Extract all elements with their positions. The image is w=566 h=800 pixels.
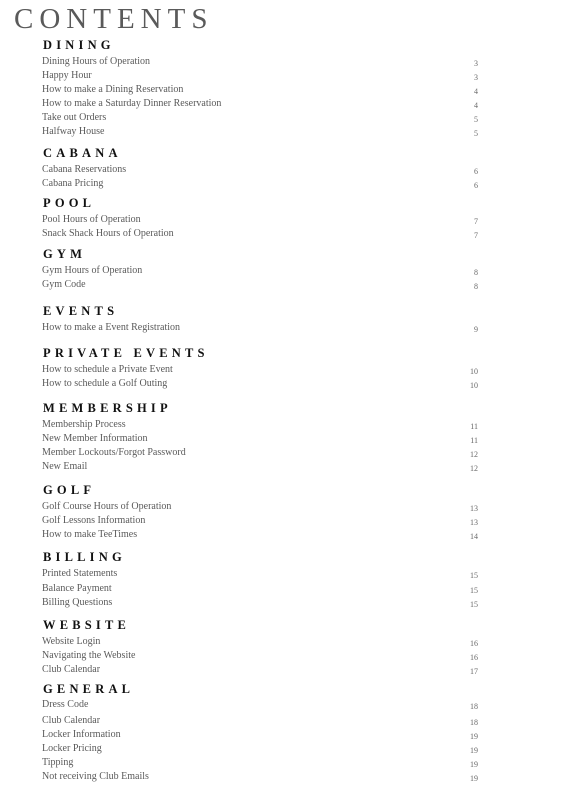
toc-entry-page-number: 8 — [474, 282, 478, 291]
section-heading: CABANA — [43, 146, 122, 160]
page-title: CONTENTS — [14, 3, 214, 35]
toc-entry-title: Dining Hours of Operation — [42, 56, 151, 67]
toc-entry[interactable] — [42, 432, 478, 446]
toc-entry-title: Printed Statements — [42, 568, 118, 579]
toc-entry[interactable] — [42, 278, 478, 292]
toc-entry[interactable] — [42, 528, 478, 542]
toc-entry-title: Website Login — [42, 636, 101, 647]
toc-entry[interactable] — [42, 55, 478, 69]
toc-entry-page-number: 14 — [470, 532, 478, 541]
toc-entry[interactable] — [42, 418, 478, 432]
section-heading: DINING — [43, 38, 115, 52]
toc-entry-page-number: 12 — [470, 450, 478, 459]
toc-entry-title: How to make a Dining Reservation — [42, 84, 184, 95]
toc-entry-page-number: 3 — [474, 73, 478, 82]
toc-entry-page-number: 17 — [470, 667, 478, 676]
toc-entry[interactable] — [42, 770, 478, 784]
section-heading: GYM — [43, 247, 87, 261]
toc-entry-title: Dress Code — [42, 699, 89, 710]
toc-entry-title: Snack Shack Hours of Operation — [42, 228, 174, 239]
toc-entry[interactable] — [42, 83, 478, 97]
toc-entry[interactable] — [42, 698, 478, 712]
section-heading: BILLING — [43, 550, 126, 564]
toc-entry[interactable] — [42, 663, 478, 677]
toc-entry[interactable] — [42, 363, 478, 377]
toc-entry[interactable] — [42, 125, 478, 139]
section-heading: EVENTS — [43, 304, 119, 318]
toc-entry-title: Cabana Reservations — [42, 164, 127, 175]
toc-entry-title: Club Calendar — [42, 664, 101, 675]
toc-entry-page-number: 4 — [474, 87, 478, 96]
toc-entry-page-number: 19 — [470, 774, 478, 783]
toc-entry-title: Tipping — [42, 757, 74, 768]
toc-entry-title: Club Calendar — [42, 715, 101, 726]
toc-entry-page-number: 19 — [470, 732, 478, 741]
toc-entry[interactable] — [42, 728, 478, 742]
toc-entry-page-number: 6 — [474, 181, 478, 190]
toc-entry[interactable] — [42, 742, 478, 756]
toc-entry-page-number: 10 — [470, 367, 478, 376]
toc-entry[interactable] — [42, 460, 478, 474]
toc-entry-page-number: 11 — [470, 422, 478, 431]
toc-entry[interactable] — [42, 649, 478, 663]
toc-entry-page-number: 4 — [474, 101, 478, 110]
toc-entry-page-number: 19 — [470, 746, 478, 755]
section-heading: GOLF — [43, 483, 96, 497]
toc-entry-page-number: 10 — [470, 381, 478, 390]
toc-entry[interactable] — [42, 446, 478, 460]
toc-entry[interactable] — [42, 582, 478, 596]
toc-entry-title: Membership Process — [42, 419, 126, 430]
toc-entry-title: Billing Questions — [42, 597, 113, 608]
toc-entry-title: Not receiving Club Emails — [42, 771, 149, 782]
toc-entry-title: Navigating the Website — [42, 650, 136, 661]
toc-entry-title: Happy Hour — [42, 70, 92, 81]
toc-entry-title: Gym Hours of Operation — [42, 265, 143, 276]
toc-entry-page-number: 16 — [470, 639, 478, 648]
toc-entry-page-number: 7 — [474, 231, 478, 240]
toc-entry-page-number: 11 — [470, 436, 478, 445]
toc-entry[interactable] — [42, 500, 478, 514]
toc-entry-title: How to schedule a Private Event — [42, 364, 173, 375]
toc-entry-title: Pool Hours of Operation — [42, 214, 141, 225]
toc-entry-page-number: 5 — [474, 129, 478, 138]
toc-entry-title: How to make a Event Registration — [42, 322, 181, 333]
toc-entry-page-number: 15 — [470, 600, 478, 609]
toc-entry-page-number: 3 — [474, 59, 478, 68]
toc-entry[interactable] — [42, 321, 478, 335]
toc-entry[interactable] — [42, 177, 478, 191]
toc-entry[interactable] — [42, 213, 478, 227]
toc-entry-page-number: 18 — [470, 702, 478, 711]
section-heading: MEMBERSHIP — [43, 401, 172, 415]
section-heading: PRIVATE EVENTS — [43, 346, 209, 360]
toc-entry-page-number: 19 — [470, 760, 478, 769]
toc-entry-title: Locker Pricing — [42, 743, 102, 754]
toc-entry-page-number: 7 — [474, 217, 478, 226]
toc-entry-title: Balance Payment — [42, 583, 112, 594]
toc-entry-title: New Member Information — [42, 433, 148, 444]
toc-entry-page-number: 5 — [474, 115, 478, 124]
toc-entry-title: How to make TeeTimes — [42, 529, 138, 540]
toc-entry[interactable] — [42, 635, 478, 649]
toc-entry[interactable] — [42, 514, 478, 528]
toc-entry-title: Golf Lessons Information — [42, 515, 146, 526]
toc-entry[interactable] — [42, 97, 478, 111]
toc-entry-title: How to schedule a Golf Outing — [42, 378, 168, 389]
toc-entry-title: New Email — [42, 461, 88, 472]
toc-entry-title: Member Lockouts/Forgot Password — [42, 447, 186, 458]
toc-entry[interactable] — [42, 377, 478, 391]
toc-entry[interactable] — [42, 264, 478, 278]
toc-entry-title: Gym Code — [42, 279, 86, 290]
toc-entry-page-number: 13 — [470, 504, 478, 513]
toc-entry-page-number: 13 — [470, 518, 478, 527]
section-heading: GENERAL — [43, 682, 135, 696]
toc-entry-page-number: 18 — [470, 718, 478, 727]
toc-entry-title: Golf Course Hours of Operation — [42, 501, 172, 512]
toc-entry-page-number: 15 — [470, 586, 478, 595]
section-heading: POOL — [43, 196, 96, 210]
toc-entry[interactable] — [42, 69, 478, 83]
toc-entry[interactable] — [42, 567, 478, 581]
toc-entry-page-number: 9 — [474, 325, 478, 334]
toc-entry-page-number: 6 — [474, 167, 478, 176]
toc-entry[interactable] — [42, 111, 478, 125]
toc-entry-title: Cabana Pricing — [42, 178, 104, 189]
toc-entry-page-number: 8 — [474, 268, 478, 277]
toc-entry[interactable] — [42, 756, 478, 770]
section-heading: WEBSITE — [43, 618, 131, 632]
toc-entry[interactable] — [42, 596, 478, 610]
toc-entry[interactable] — [42, 714, 478, 728]
toc-entry-page-number: 12 — [470, 464, 478, 473]
toc-entry[interactable] — [42, 227, 478, 241]
toc-entry-page-number: 15 — [470, 571, 478, 580]
toc-entry-page-number: 16 — [470, 653, 478, 662]
toc-entry-title: Locker Information — [42, 729, 121, 740]
toc-entry-title: Take out Orders — [42, 112, 107, 123]
toc-entry-title: Halfway House — [42, 126, 105, 137]
toc-entry-title: How to make a Saturday Dinner Reservation — [42, 98, 222, 109]
toc-entry[interactable] — [42, 163, 478, 177]
